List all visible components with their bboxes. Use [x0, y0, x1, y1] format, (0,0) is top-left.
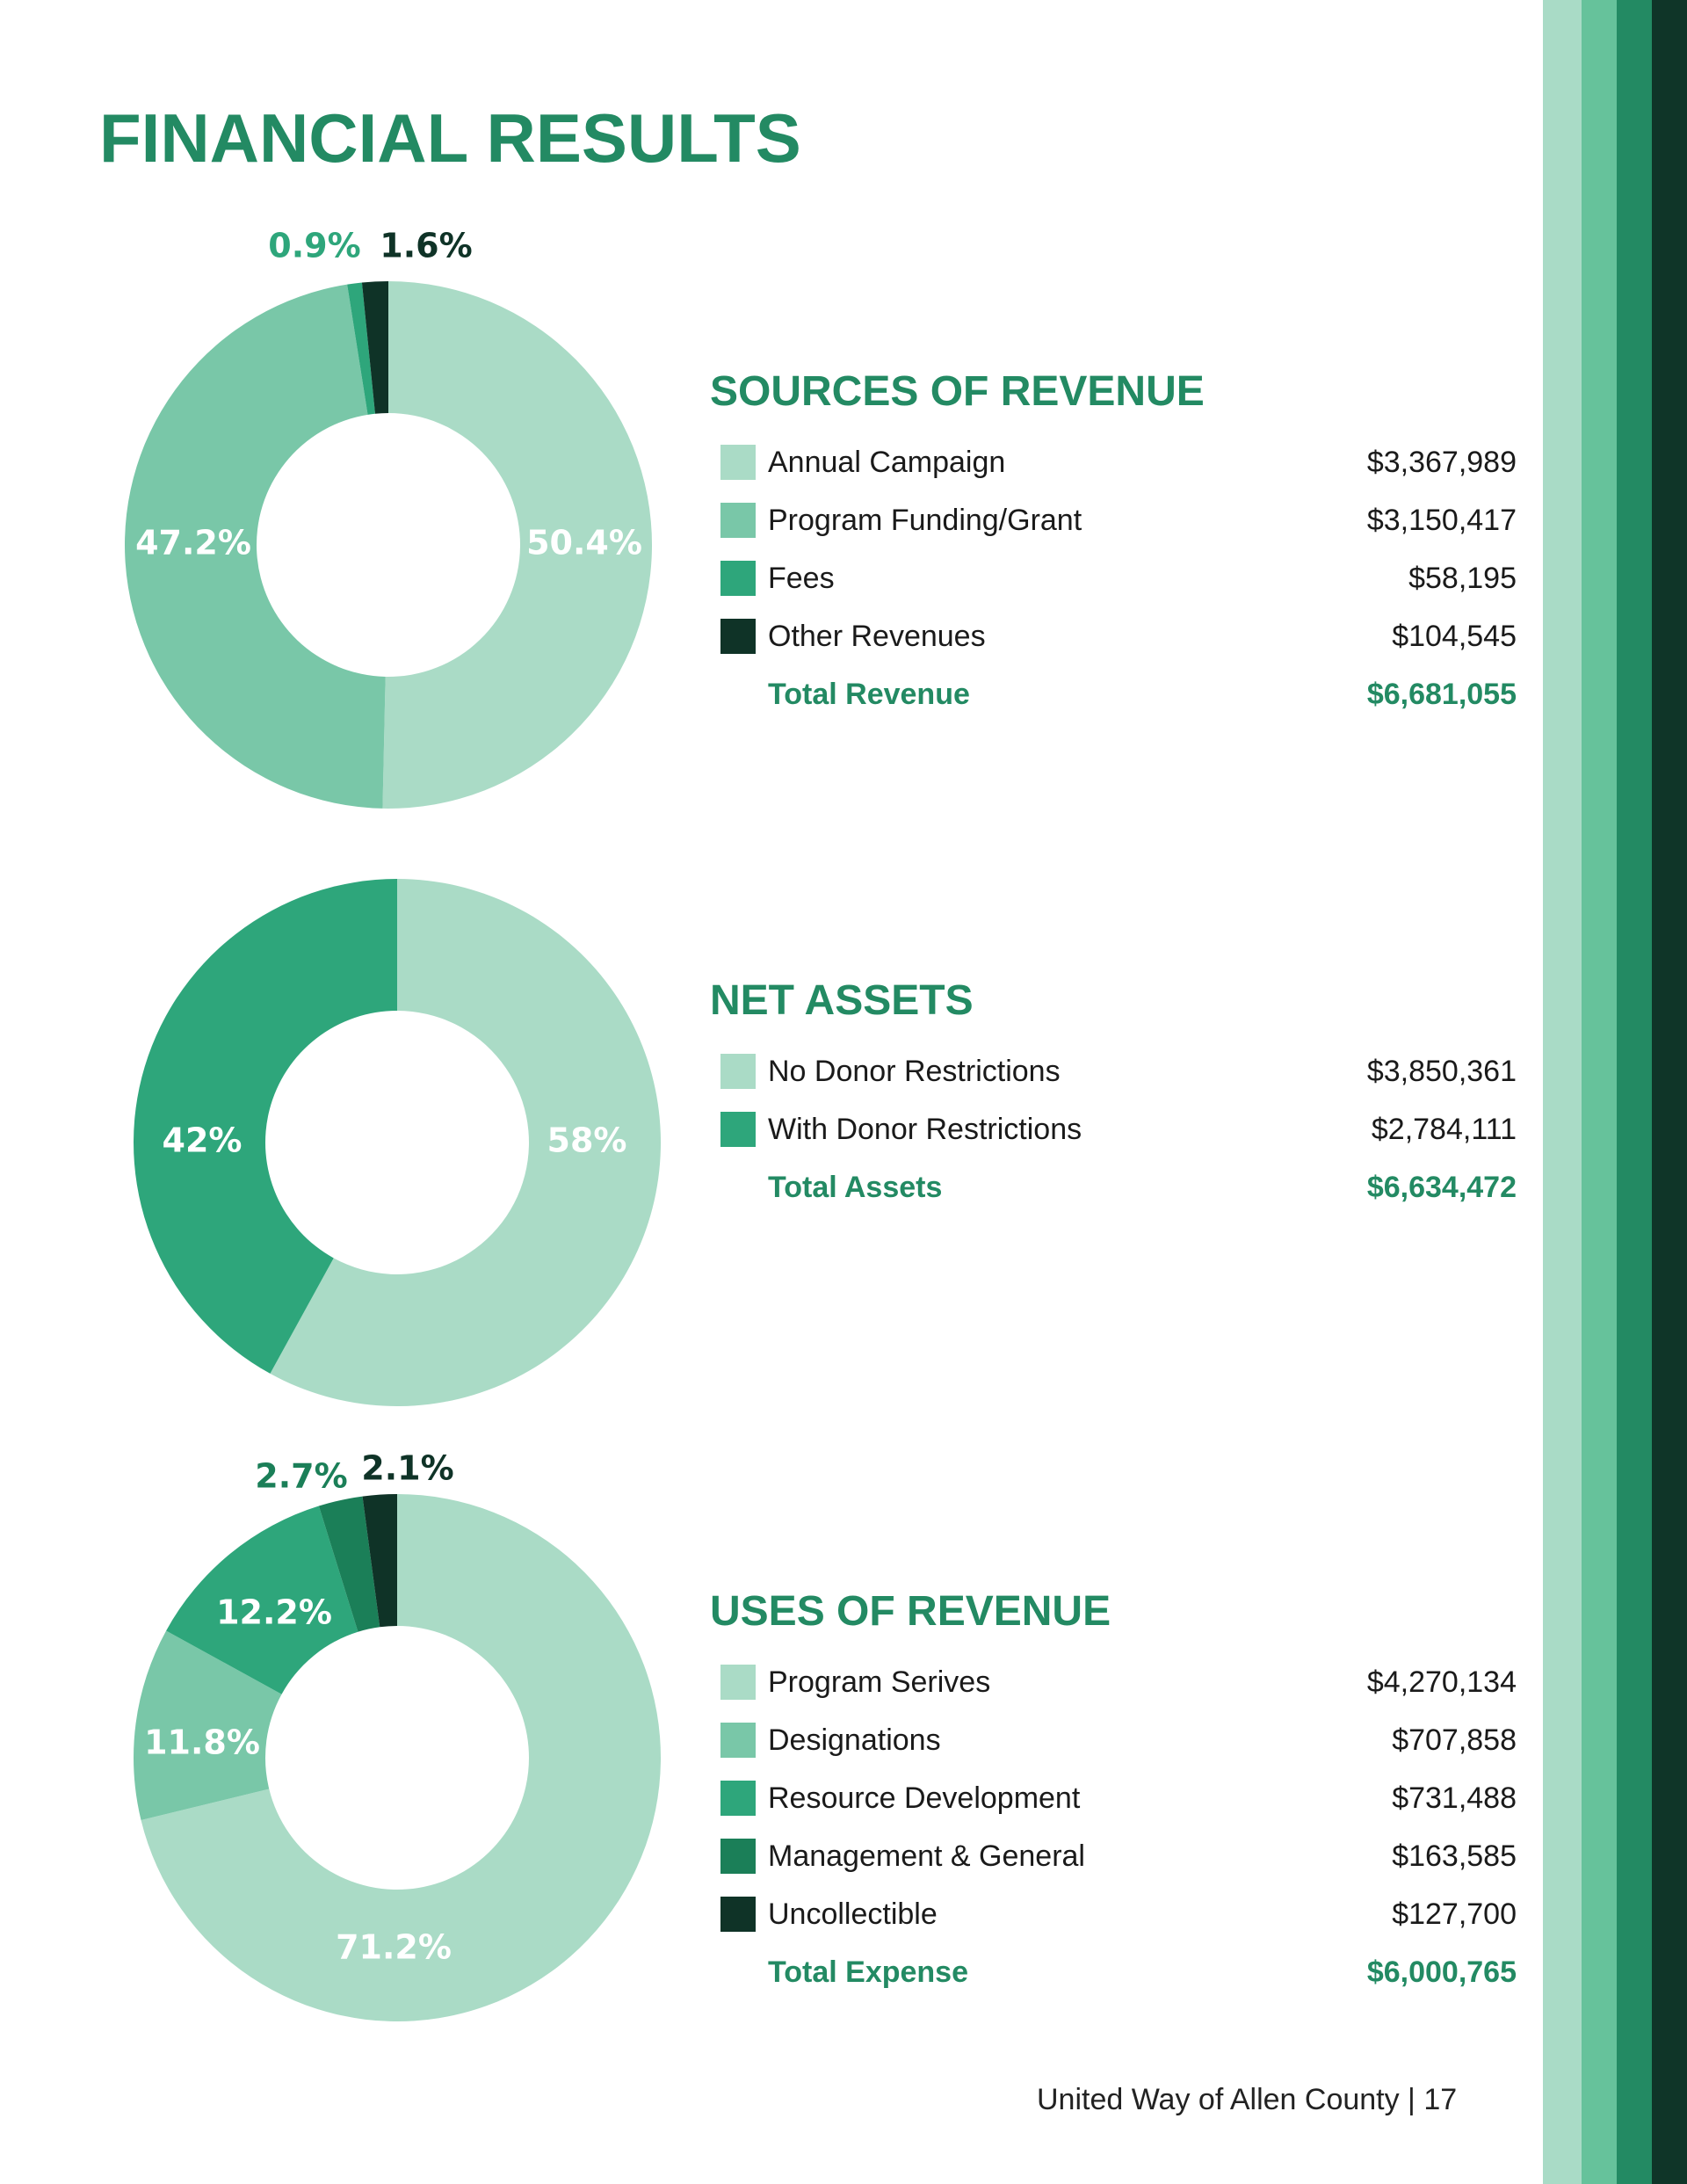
legend-amount: $58,195: [1408, 561, 1517, 595]
total-amount: $6,681,055: [1366, 677, 1517, 711]
legend-amount: $163,585: [1392, 1839, 1517, 1873]
net-assets-section: [710, 976, 1517, 1216]
data-label-uncollectible: 2.1%: [361, 1448, 454, 1488]
legend-swatch: [720, 1112, 756, 1147]
legend-label: Fees: [768, 561, 835, 595]
page-title: FINANCIAL RESULTS: [99, 99, 801, 177]
total-label: Total Assets: [768, 1170, 943, 1204]
revenue-uses-heading: USES OF REVENUE: [710, 1588, 1111, 1635]
revenue-uses-donut: [123, 1433, 668, 2030]
data-label-other-revenues: 1.6%: [380, 226, 473, 265]
legend-swatch: [720, 1839, 756, 1874]
data-label-management-general: 2.7%: [255, 1456, 348, 1496]
legend-amount: $3,150,417: [1366, 503, 1517, 537]
total-row: [710, 665, 1517, 723]
legend-row: [710, 607, 1517, 665]
legend-row: [710, 1711, 1517, 1769]
revenue-uses-legend: [710, 1653, 1517, 2001]
legend-swatch: [720, 445, 756, 480]
legend-row: [710, 1100, 1517, 1158]
legend-amount: $731,488: [1392, 1781, 1517, 1815]
legend-row: [710, 549, 1517, 607]
legend-row: [710, 1769, 1517, 1827]
page-footer: United Way of Allen County | 17: [1037, 2083, 1458, 2116]
legend-amount: $127,700: [1392, 1897, 1517, 1931]
legend-row: [710, 1885, 1517, 1943]
net-assets-legend: [710, 1042, 1517, 1216]
total-label: Total Revenue: [768, 677, 970, 711]
legend-row: [710, 1653, 1517, 1711]
legend-label: No Donor Restrictions: [768, 1054, 1061, 1088]
data-label-no-donor-restrictions: 58%: [547, 1121, 627, 1160]
legend-label: Program Serives: [768, 1665, 991, 1699]
legend-label: Resource Development: [768, 1781, 1081, 1815]
legend-swatch: [720, 561, 756, 596]
data-label-resource-development: 12.2%: [216, 1593, 332, 1632]
net-assets-donut: [123, 857, 668, 1437]
revenue-sources-heading: SOURCES OF REVENUE: [710, 368, 1205, 415]
legend-amount: $3,367,989: [1366, 445, 1517, 479]
legend-swatch: [720, 1897, 756, 1932]
stripe-1: [1543, 0, 1582, 2184]
total-amount: $6,634,472: [1366, 1170, 1517, 1204]
legend-label: Other Revenues: [768, 619, 986, 653]
legend-label: Designations: [768, 1723, 941, 1757]
data-label-program-serives: 71.2%: [336, 1927, 452, 1967]
legend-amount: $3,850,361: [1366, 1054, 1517, 1088]
legend-label: With Donor Restrictions: [768, 1112, 1082, 1146]
legend-amount: $707,858: [1392, 1723, 1517, 1757]
data-label-with-donor-restrictions: 42%: [162, 1121, 243, 1160]
legend-swatch: [720, 619, 756, 654]
stripe-4: [1652, 0, 1687, 2184]
legend-label: Annual Campaign: [768, 445, 1006, 479]
stripe-3: [1617, 0, 1652, 2184]
net-assets-heading: NET ASSETS: [710, 977, 974, 1024]
revenue-sources-legend: [710, 433, 1517, 723]
revenue-sources-donut: [123, 220, 668, 817]
total-row: [710, 1158, 1517, 1216]
data-label-program-funding-grant: 47.2%: [135, 523, 251, 562]
decorative-stripes: [1543, 0, 1687, 2184]
legend-row: [710, 433, 1517, 491]
legend-row: [710, 1042, 1517, 1100]
data-label-designations: 11.8%: [144, 1723, 260, 1762]
legend-swatch: [720, 1781, 756, 1816]
legend-swatch: [720, 1723, 756, 1758]
legend-row: [710, 491, 1517, 549]
legend-label: Uncollectible: [768, 1897, 938, 1931]
legend-label: Program Funding/Grant: [768, 503, 1082, 537]
legend-amount: $104,545: [1392, 619, 1517, 653]
stripe-2: [1582, 0, 1617, 2184]
revenue-uses-section: [710, 1587, 1517, 2001]
legend-label: Management & General: [768, 1839, 1085, 1873]
legend-swatch: [720, 503, 756, 538]
total-label: Total Expense: [768, 1955, 968, 1989]
legend-amount: $2,784,111: [1371, 1112, 1517, 1146]
total-row: [710, 1943, 1517, 2001]
data-label-annual-campaign: 50.4%: [526, 523, 642, 562]
legend-row: [710, 1827, 1517, 1885]
legend-amount: $4,270,134: [1366, 1665, 1517, 1699]
legend-swatch: [720, 1665, 756, 1700]
total-amount: $6,000,765: [1366, 1955, 1517, 1989]
revenue-sources-section: [710, 367, 1517, 723]
data-label-fees: 0.9%: [268, 226, 361, 265]
legend-swatch: [720, 1054, 756, 1089]
